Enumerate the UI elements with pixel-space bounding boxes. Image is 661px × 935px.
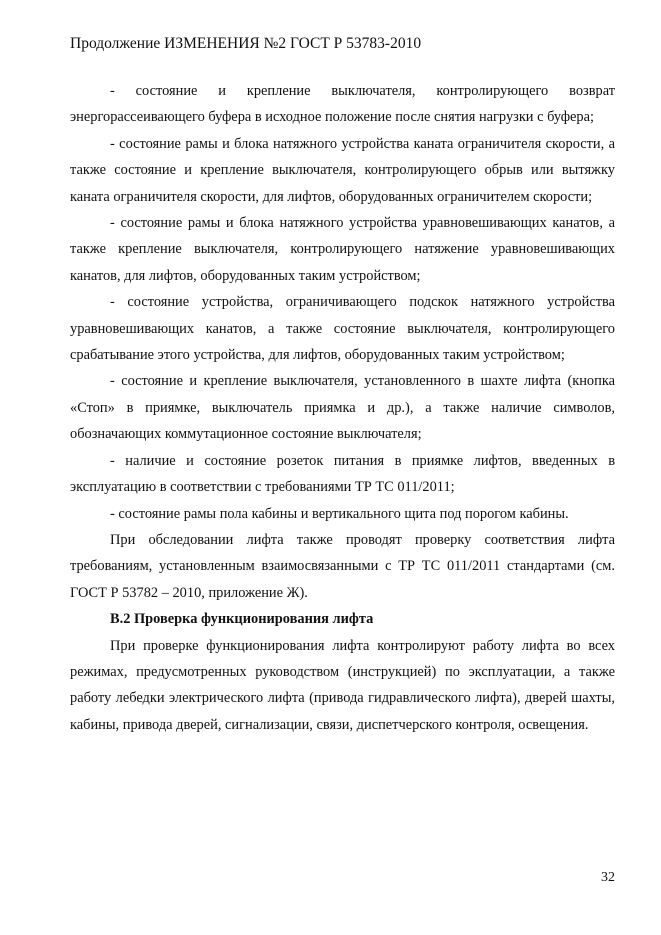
paragraph-rebound-device: - состояние устройства, ограничивающего подскок натяжного устройства уравновешивающих канатов, а также состояние выключателя, контролирующего срабатывание этого устройства, для лифтов, оборудованных таким устройством; — [70, 294, 615, 364]
paragraph-speed-governor-tensioner: - состояние рамы и блока натяжного устройства каната ограничителя скорости, а также состояние и крепление выключателя, контролирующего обрыв или вытяжку каната ограничителя скорости, для лифтов, оборудованных ограничителем скорости; — [70, 135, 615, 205]
page-header: Продолжение ИЗМЕНЕНИЯ №2 ГОСТ Р 53783-2010 — [70, 35, 422, 52]
paragraph-buffer-switch: - состояние и крепление выключателя, контролирующего возврат энергорассеивающего буфера в исходное положение после снятия нагрузки с буфера; — [70, 83, 615, 126]
page-number: 32 — [601, 870, 615, 885]
section-text: При проверке функционирования лифта контролируют работу лифта во всех режимах, предусмотренных руководством (инструкцией) по эксплуатации, а также работу лебедки электрического лифта (привода гидравлического лифта), дверей шахты, кабины, привода дверей, сигнализации, связи, диспетчерского контроля, освещения. — [70, 637, 615, 733]
document-body — [70, 78, 615, 738]
paragraph-compensating-ropes-tensioner: - состояние рамы и блока натяжного устройства уравновешивающих канатов, а также крепление выключателя, контролирующего натяжение уравновешивающих канатов, для лифтов, оборудованных таким устройством; — [70, 215, 615, 284]
paragraph-car-floor-frame: - состояние рамы пола кабины и вертикального щита под порогом кабины. — [110, 505, 569, 522]
paragraph-compliance-check: При обследовании лифта также проводят проверку соответствия лифта требованиям, установленным взаимосвязанными с ТР ТС 011/2011 стандартами (см. ГОСТ Р 53782 – 2010, приложение Ж). — [70, 531, 615, 601]
section-heading: В.2 Проверка функционирования лифта — [110, 611, 374, 628]
paragraph-pit-power-sockets: - наличие и состояние розеток питания в приямке лифтов, введенных в эксплуатацию в соответствии с требованиями ТР ТС 011/2011; — [70, 452, 615, 496]
paragraph-pit-stop-switch: - состояние и крепление выключателя, установленного в шахте лифта (кнопка «Стоп» в приямке, выключатель приямка и др.), а также наличие символов, обозначающих коммутационное состояние выключателя; — [70, 373, 615, 443]
